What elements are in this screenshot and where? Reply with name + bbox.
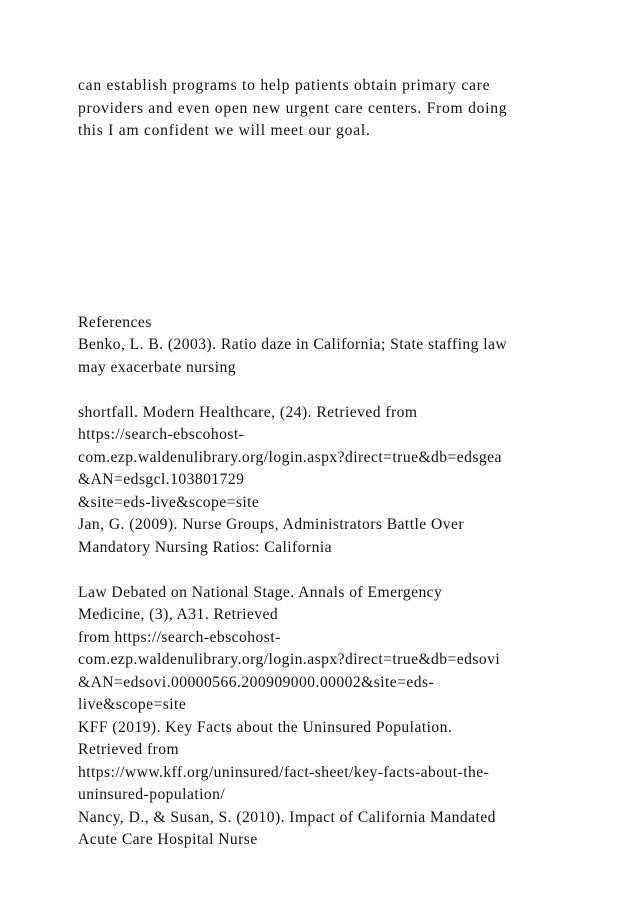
reference-entry [78, 334, 578, 514]
reference-entry [78, 514, 578, 717]
text-line: from https://search-ebscohost- [78, 628, 281, 646]
text-line: KFF (2019). Key Facts about the Uninsured Population. [78, 718, 453, 736]
text-line: uninsured-population/ [78, 786, 226, 803]
page-whitespace [78, 143, 578, 312]
blank-line [78, 379, 578, 402]
text-line: Medicine, (3), A31. Retrieved [78, 606, 279, 623]
intro-paragraph [78, 75, 578, 143]
text-line: com.ezp.waldenulibrary.org/login.aspx?direct=true&db=edsovi [78, 651, 501, 668]
text-line: Law Debated on National Stage. Annals of Emergency [78, 583, 443, 601]
text-line: https://www.kff.org/uninsured/fact-sheet/key-facts-about-the- [78, 763, 490, 781]
text-line: Mandatory Nursing Ratios: California [78, 538, 332, 556]
text-line: Acute Care Hospital Nurse [78, 831, 258, 848]
text-line: shortfall. Modern Healthcare, (24). Retrieved from [78, 403, 418, 421]
text-line: com.ezp.waldenulibrary.org/login.aspx?direct=true&db=edsgea [78, 448, 502, 466]
text-line: this I am confident we will meet our goal. [78, 122, 371, 139]
text-line: can establish programs to help patients obtain primary care [78, 77, 491, 94]
text-line: &AN=edsgcl.103801729 [78, 471, 245, 488]
text-line: live&scope=site [78, 696, 187, 713]
text-line: Jan, G. (2009). Nurse Groups, Administrators Battle Over [78, 516, 464, 533]
text-line: &AN=edsovi.00000566.200909000.00002&site=eds- [78, 673, 435, 691]
text-line: &site=eds-live&scope=site [78, 493, 260, 511]
text-line: may exacerbate nursing [78, 358, 236, 376]
text-line: Benko, L. B. (2003). Ratio daze in California; State staffing law [78, 336, 508, 353]
reference-entry [78, 717, 578, 807]
references-section [78, 312, 578, 852]
document-page [78, 75, 578, 852]
text-line: Nancy, D., & Susan, S. (2010). Impact of California Mandated [78, 808, 496, 826]
blank-line [78, 559, 578, 582]
references-heading: References [78, 313, 152, 331]
text-line: Retrieved from [78, 741, 180, 758]
reference-entry [78, 807, 578, 852]
text-line: providers and even open new urgent care centers. From doing [78, 99, 508, 117]
text-line: https://search-ebscohost- [78, 426, 245, 443]
